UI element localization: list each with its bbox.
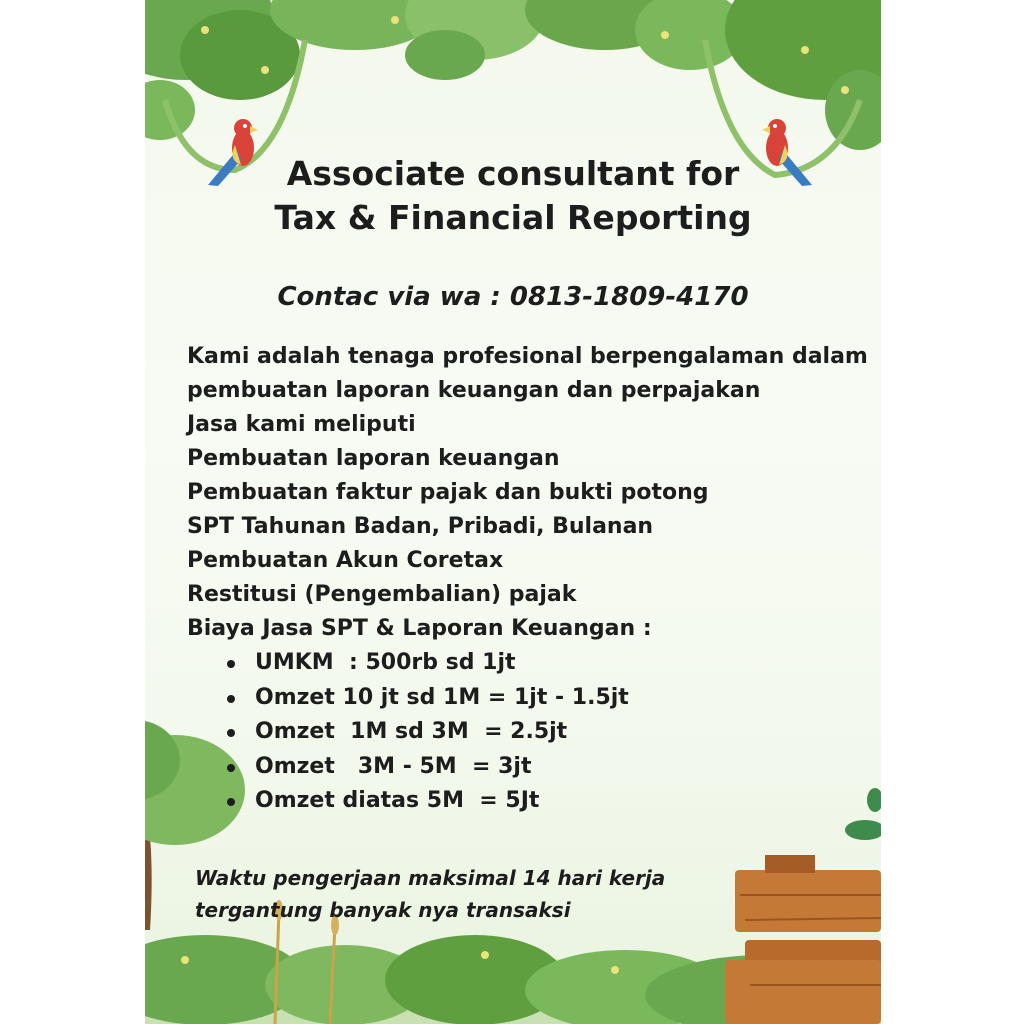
description-line: Pembuatan laporan keuangan (187, 446, 560, 471)
description-line: Biaya Jasa SPT & Laporan Keuangan : (187, 616, 652, 641)
price-text: Omzet 1M sd 3M = 2.5jt (255, 719, 568, 744)
wooden-sign (725, 788, 881, 1024)
service-description (187, 340, 867, 819)
price-text: Omzet 3M - 5M = 3jt (255, 753, 532, 779)
bullet-icon (227, 729, 235, 737)
price-text: Omzet diatas 5M = 5Jt (255, 788, 540, 813)
bullet-icon (227, 695, 235, 703)
contact-info: Contac via wa : 0813-1809-4170 (277, 282, 749, 312)
description-line: Pembuatan faktur pajak dan bukti potong (187, 480, 709, 505)
description-line: Pembuatan Akun Coretax (187, 548, 504, 573)
description-line: Restitusi (Pengembalian) pajak (187, 582, 577, 607)
description-line: pembuatan laporan keuangan dan perpajakan (187, 378, 761, 403)
footnote (195, 862, 665, 926)
description-line: SPT Tahunan Badan, Pribadi, Bulanan (187, 514, 654, 539)
price-item (227, 715, 867, 750)
description-line: Jasa kami meliputi (187, 412, 416, 437)
price-item (227, 750, 867, 785)
bullet-icon (227, 764, 235, 772)
title-line-1: Associate consultant for (286, 154, 740, 193)
bullet-icon (227, 660, 235, 668)
footnote-line-2: tergantung banyak nya transaksi (195, 898, 571, 922)
bullet-icon (227, 798, 235, 806)
poster (145, 0, 881, 1024)
page-title (145, 152, 881, 240)
title-line-2: Tax & Financial Reporting (274, 198, 752, 237)
price-item (227, 681, 867, 716)
price-text: Omzet 10 jt sd 1M = 1jt - 1.5jt (255, 684, 629, 710)
price-list (187, 646, 867, 819)
price-text: UMKM : 500rb sd 1jt (255, 650, 516, 675)
description-line: Kami adalah tenaga profesional berpengalaman dalam (187, 344, 868, 369)
price-item (227, 646, 867, 681)
price-item (227, 784, 867, 819)
footnote-line-1: Waktu pengerjaan maksimal 14 hari kerja (195, 866, 666, 890)
